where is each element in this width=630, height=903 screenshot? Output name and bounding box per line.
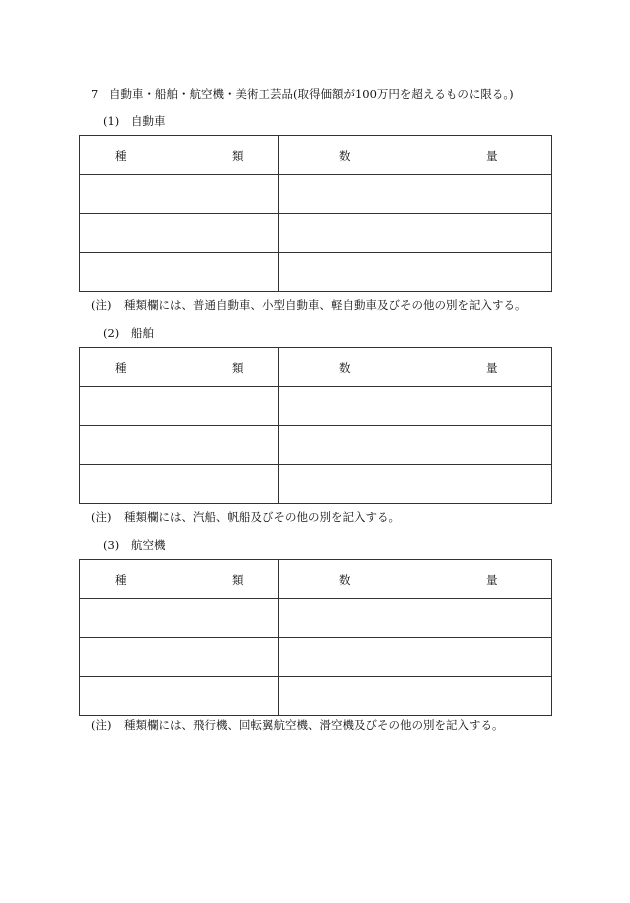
- type-cell[interactable]: [80, 599, 279, 638]
- type-cell[interactable]: [80, 214, 279, 253]
- quantity-cell[interactable]: [279, 465, 552, 504]
- note-label: (注): [91, 510, 112, 524]
- quantity-cell[interactable]: [279, 214, 552, 253]
- table-row: [80, 253, 552, 292]
- quantity-cell[interactable]: [279, 426, 552, 465]
- table-header-row: [80, 136, 552, 175]
- quantity-cell[interactable]: [279, 599, 552, 638]
- type-column-header: 種 類: [80, 136, 279, 175]
- subsection-number: (3): [103, 538, 120, 552]
- note-label: (注): [91, 718, 112, 732]
- note-text: 種類欄には、普通自動車、小型自動車、軽自動車及びその他の別を記入する。: [124, 298, 527, 312]
- subsection-title: 航空機: [131, 538, 166, 552]
- quantity-cell[interactable]: [279, 175, 552, 214]
- table-row: [80, 465, 552, 504]
- type-cell[interactable]: [80, 175, 279, 214]
- section-heading: 自動車・船舶・航空機・美術工芸品(取得価額が100万円を超えるものに限る。): [109, 87, 514, 101]
- section-number: 7: [91, 87, 99, 101]
- quantity-cell[interactable]: [279, 677, 552, 716]
- type-cell[interactable]: [80, 426, 279, 465]
- subsection-number: (2): [103, 326, 120, 340]
- type-cell[interactable]: [80, 677, 279, 716]
- subsection-title: 船舶: [131, 326, 154, 340]
- quantity-column-header: 数 量: [279, 560, 552, 599]
- type-cell[interactable]: [80, 465, 279, 504]
- table-row: [80, 426, 552, 465]
- quantity-cell[interactable]: [279, 638, 552, 677]
- quantity-column-header: 数 量: [279, 348, 552, 387]
- type-column-header: 種 類: [80, 560, 279, 599]
- note-text: 種類欄には、汽船、帆船及びその他の別を記入する。: [124, 510, 400, 524]
- table-row: [80, 175, 552, 214]
- table-row: [80, 638, 552, 677]
- quantity-column-header: 数 量: [279, 136, 552, 175]
- table-header-row: [80, 560, 552, 599]
- table-row: [80, 677, 552, 716]
- subsection-title: 自動車: [131, 114, 166, 128]
- table-row: [80, 599, 552, 638]
- type-column-header: 種 類: [80, 348, 279, 387]
- note-text: 種類欄には、飛行機、回転翼航空機、滑空機及びその他の別を記入する。: [124, 718, 504, 732]
- subsection-number: (1): [103, 114, 120, 128]
- note-label: (注): [91, 298, 112, 312]
- table-row: [80, 387, 552, 426]
- quantity-cell[interactable]: [279, 253, 552, 292]
- quantity-cell[interactable]: [279, 387, 552, 426]
- ship-table: [79, 347, 552, 504]
- aircraft-table: [79, 559, 552, 716]
- type-cell[interactable]: [80, 387, 279, 426]
- table-row: [80, 214, 552, 253]
- type-cell[interactable]: [80, 253, 279, 292]
- type-cell[interactable]: [80, 638, 279, 677]
- vehicle-table: [79, 135, 552, 292]
- table-header-row: [80, 348, 552, 387]
